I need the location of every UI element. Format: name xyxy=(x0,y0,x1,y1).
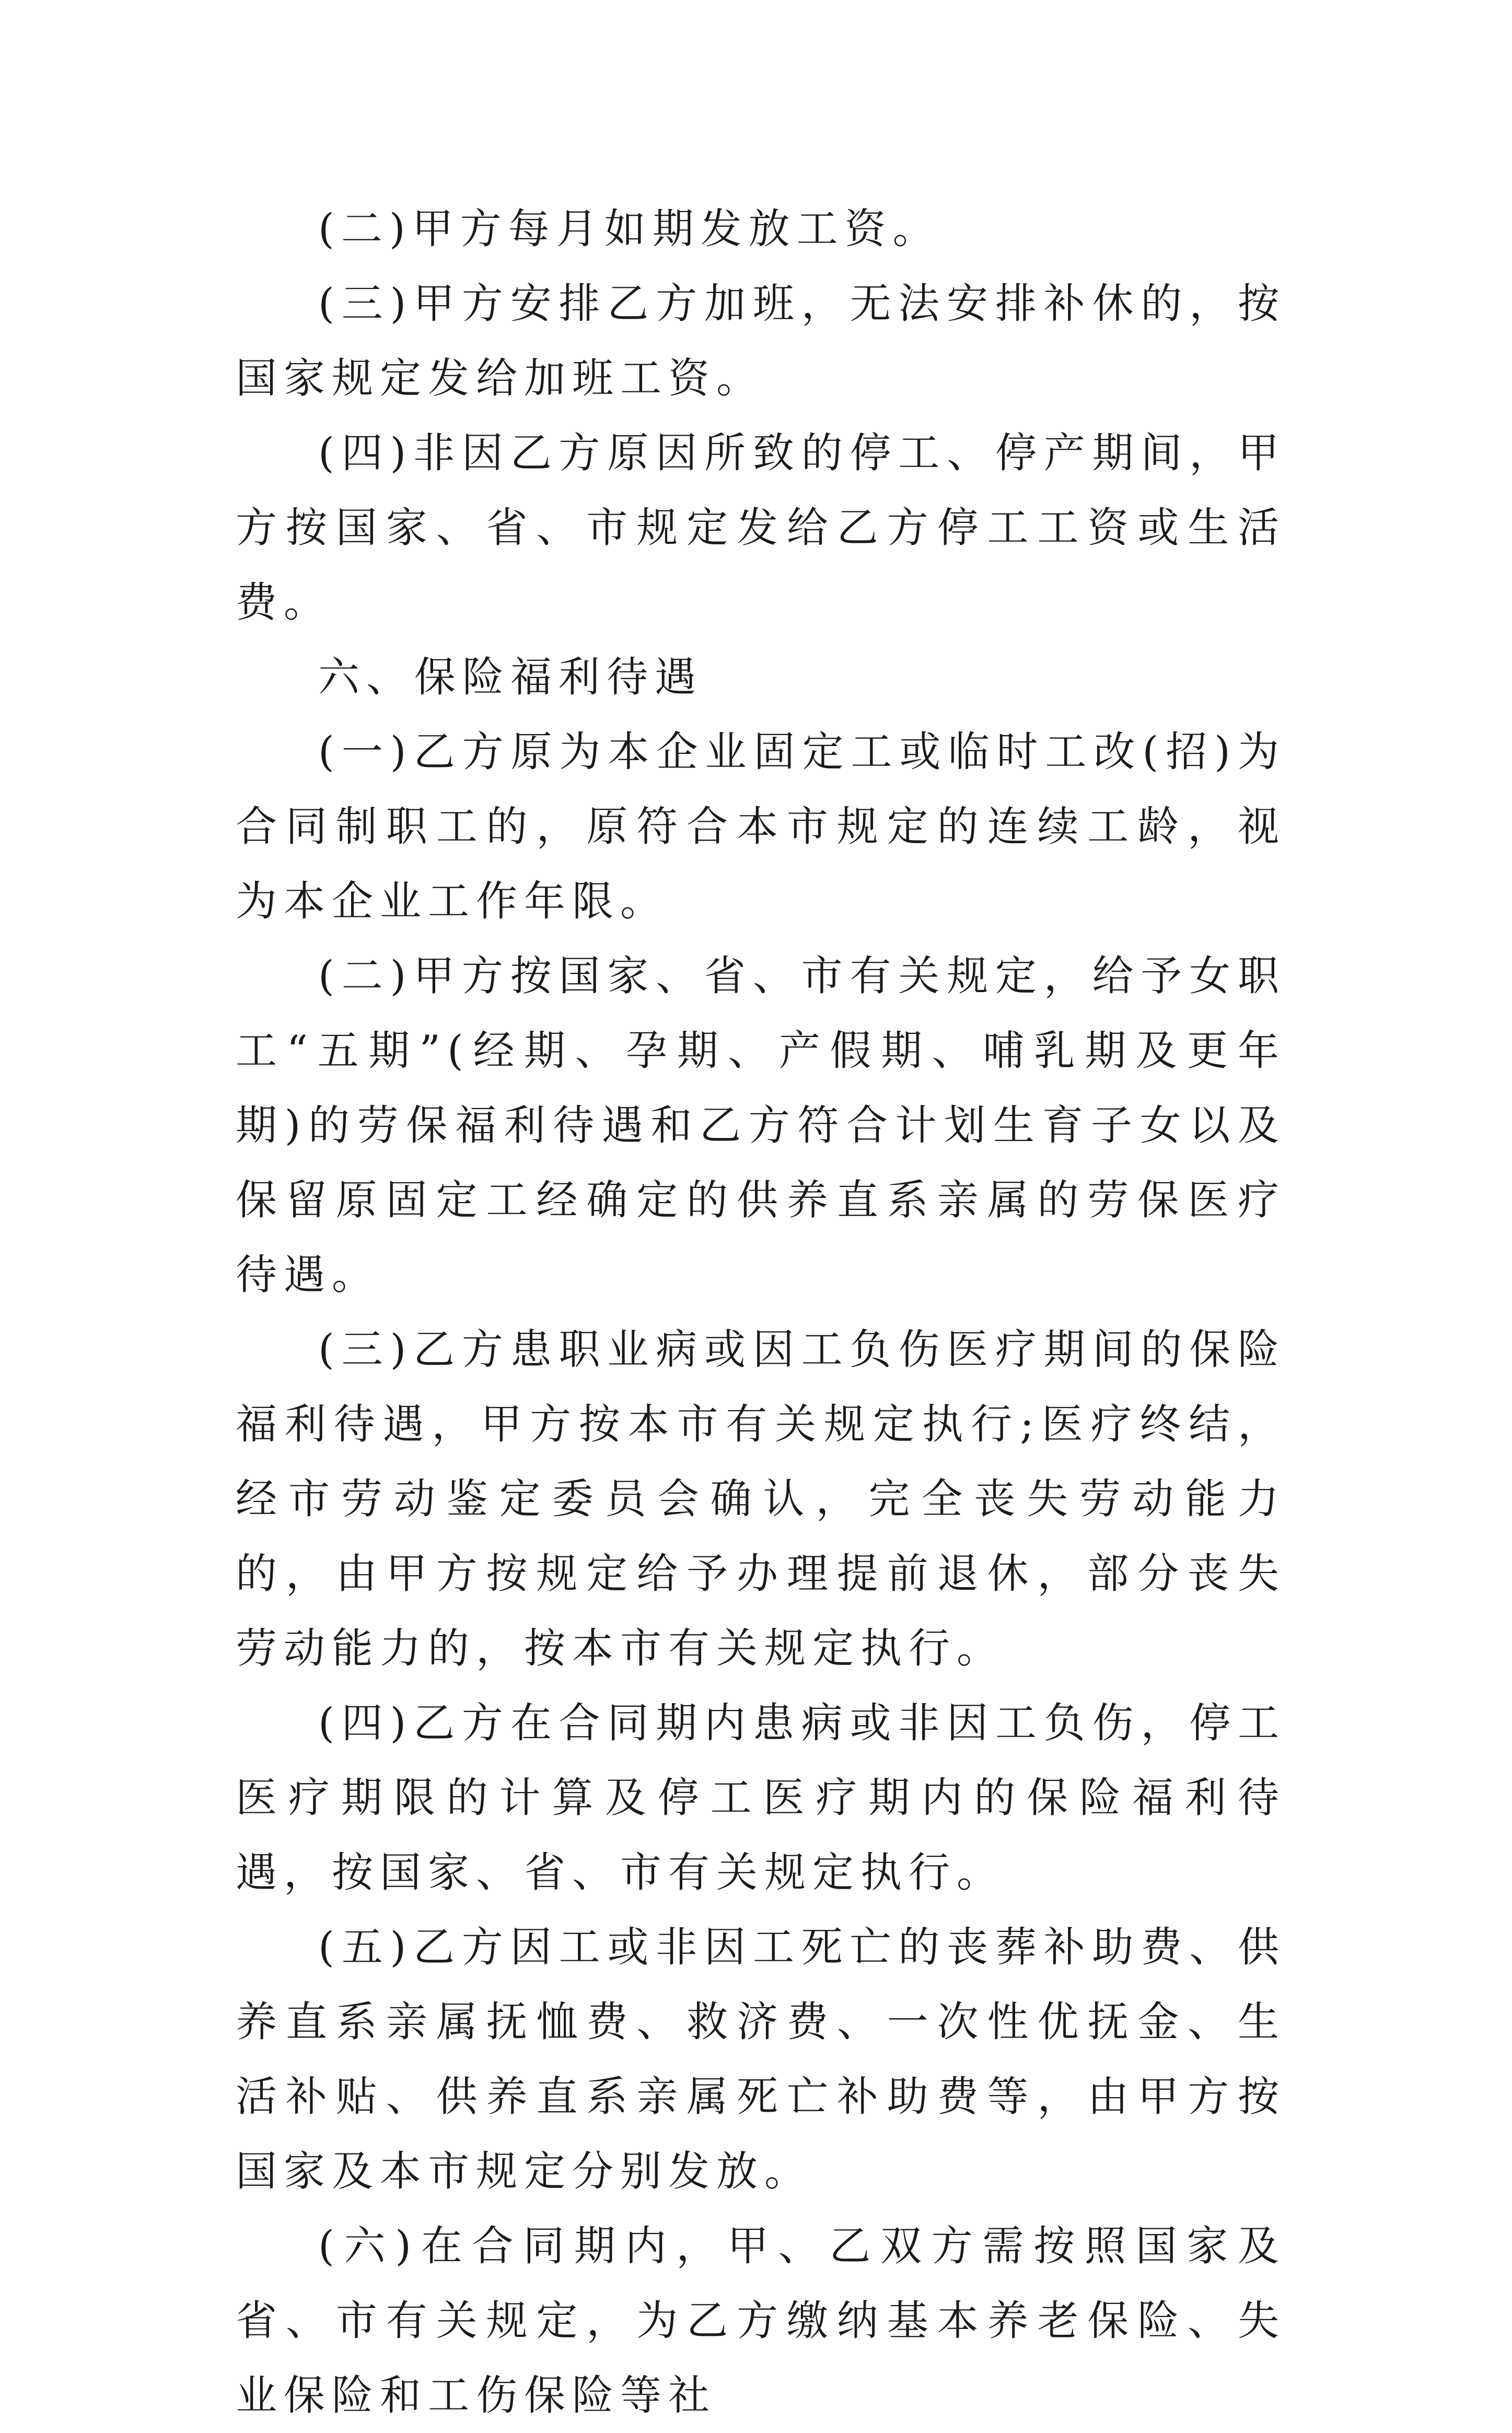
paragraph-seniority: (一)乙方原为本企业固定工或临时工改(招)为合同制职工的，原符合本市规定的连续工龄，视为本企业工作年限。 xyxy=(236,728,1286,925)
paragraph-social-insurance: (六)在合同期内，甲、乙双方需按照国家及省、市有关规定，为乙方缴纳基本养老保险、失业保险和工伤保险等社 xyxy=(236,2222,1286,2419)
paragraph-illness-leave: (四)乙方在合同期内患病或非因工负伤，停工医疗期限的计算及停工医疗期内的保险福利待遇，按国家、省、市有关规定执行。 xyxy=(236,1699,1286,1896)
document-body xyxy=(236,192,1286,2433)
paragraph-death-benefits: (五)乙方因工或非因工死亡的丧葬补助费、供养直系亲属抚恤费、救济费、一次性优抚金、生活补贴、供养直系亲属死亡补助费等，由甲方按国家及本市规定分别发放。 xyxy=(236,1923,1286,2195)
paragraph-occupational-injury: (三)乙方患职业病或因工负伤医疗期间的保险福利待遇，甲方按本市有关规定执行;医疗终结，经市劳动鉴定委员会确认，完全丧失劳动能力的，由甲方按规定给予办理提前退休，部分丧失劳动能力的，按本市有关规定执行。 xyxy=(236,1325,1286,1672)
paragraph-wage-monthly: (二)甲方每月如期发放工资。 xyxy=(318,205,941,253)
section-heading-insurance-welfare: 六、保险福利待遇 xyxy=(318,653,703,701)
paragraph-work-stoppage: (四)非因乙方原因所致的停工、停产期间，甲方按国家、省、市规定发给乙方停工工资或生活费。 xyxy=(236,429,1286,626)
paragraph-overtime-pay: (三)甲方安排乙方加班，无法安排补休的，按国家规定发给加班工资。 xyxy=(236,280,1286,402)
paragraph-female-workers: (二)甲方按国家、省、市有关规定，给予女职工“五期”(经期、孕期、产假期、哺乳期及更年期)的劳保福利待遇和乙方符合计划生育子女以及保留原固定工经确定的供养直系亲属的劳保医疗待遇。 xyxy=(236,952,1286,1299)
